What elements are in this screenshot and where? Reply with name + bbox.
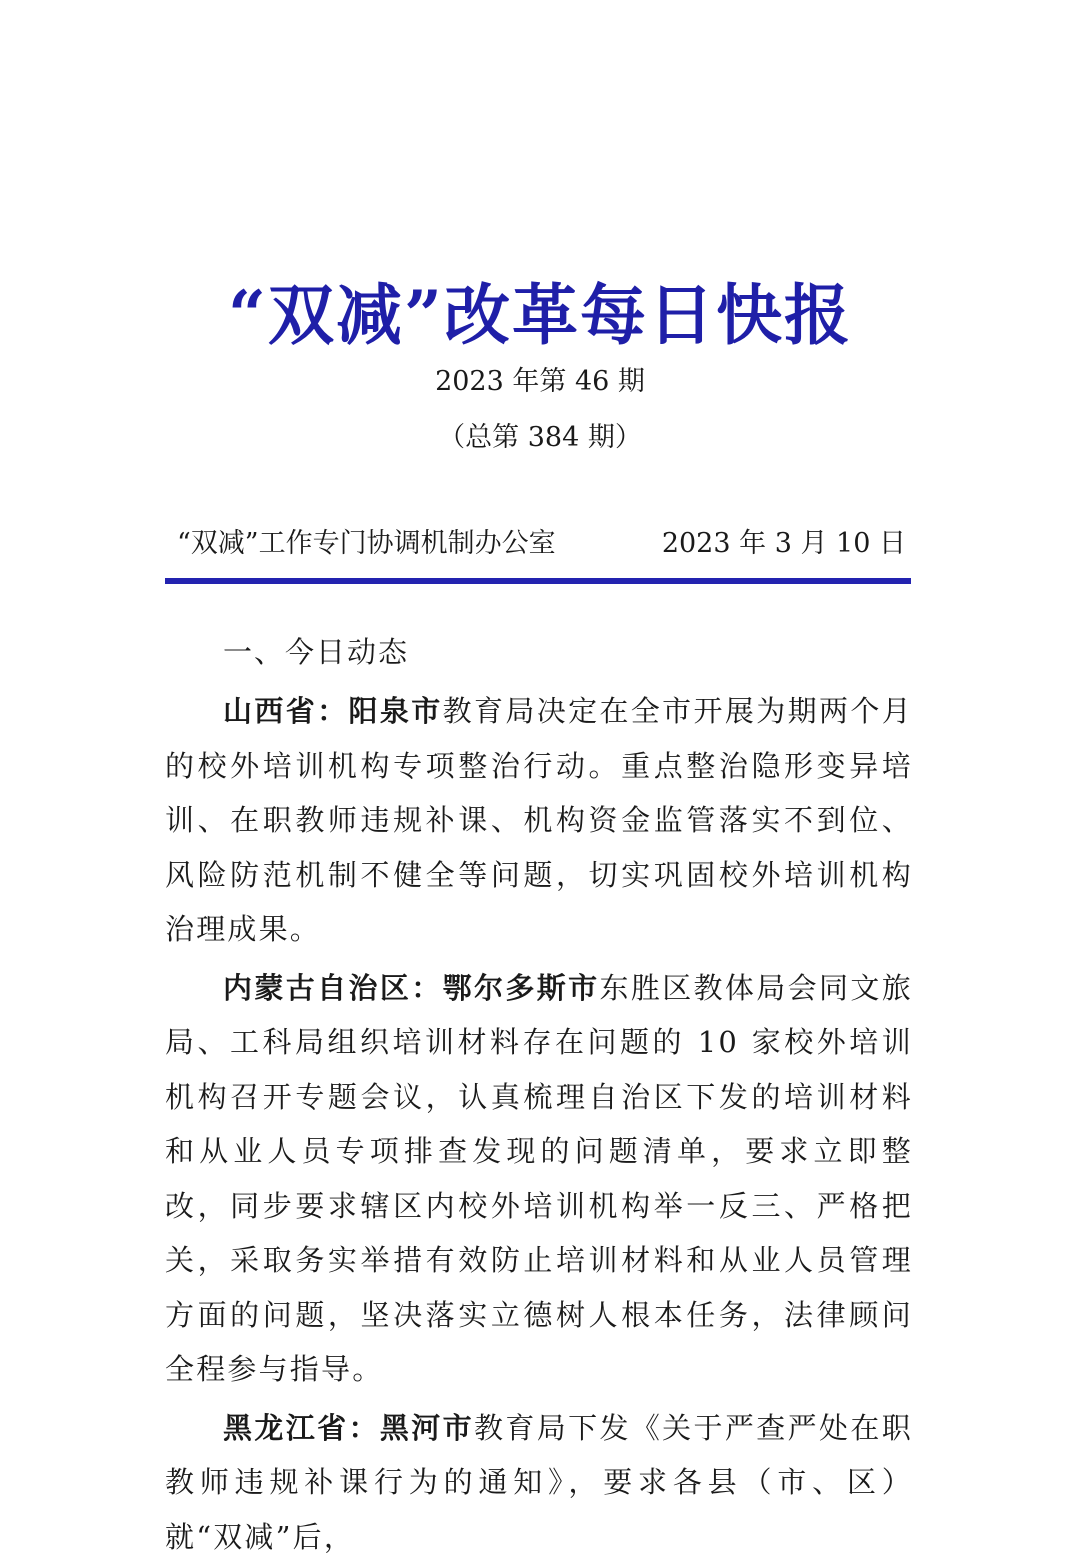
news-item-city: 鄂尔多斯市 (443, 971, 600, 1005)
issue-number: 2023 年第 46 期 (0, 362, 1080, 402)
news-item-province: 山西省： (223, 694, 348, 728)
issue-date: 2023 年 3 月 10 日 (662, 522, 906, 566)
news-item-province: 黑龙江省： (223, 1411, 380, 1445)
masthead-title: “双减”改革每日快报 (0, 270, 1080, 360)
news-item-text: 教育局决定在全市开展为期两个月的校外培训机构专项整治行动。重点整治隐形变异培训、在职教师违规补课、机构资金监管落实不到位、风险防范机制不健全等问题，切实巩固校外培训机构治理成果。 (165, 694, 913, 946)
news-item (165, 684, 913, 957)
news-item (165, 1401, 913, 1564)
news-item-text: 东胜区教体局会同文旅局、工科局组织培训材料存在问题的 10 家校外培训机构召开专题会议，认真梳理自治区下发的培训材料和从业人员专项排查发现的问题清单，要求立即整改，同步要求辖区内校外培训机构举一反三、严格把关，采取务实举措有效防止培训材料和从业人员管理方面的问题，坚决落实立德树人根本任务，法律顾问全程参与指导。 (165, 971, 913, 1387)
news-item-text: 教育局下发《关于严查严处在职教师违规补课行为的通知》，要求各县（市、区）就“双减”后， (165, 1411, 913, 1554)
issuing-office: “双减”工作专门协调机制办公室 (177, 522, 556, 566)
bulletin-body (165, 624, 913, 1564)
news-item (165, 961, 913, 1397)
section-heading: 一、今日动态 (165, 624, 913, 680)
total-issue-number: （总第 384 期） (0, 418, 1080, 458)
news-item-city: 黑河市 (380, 1411, 474, 1445)
masthead-meta-row (165, 522, 910, 566)
news-item-province: 内蒙古自治区： (223, 971, 443, 1005)
masthead-divider (165, 578, 911, 584)
news-item-city: 阳泉市 (348, 694, 442, 728)
